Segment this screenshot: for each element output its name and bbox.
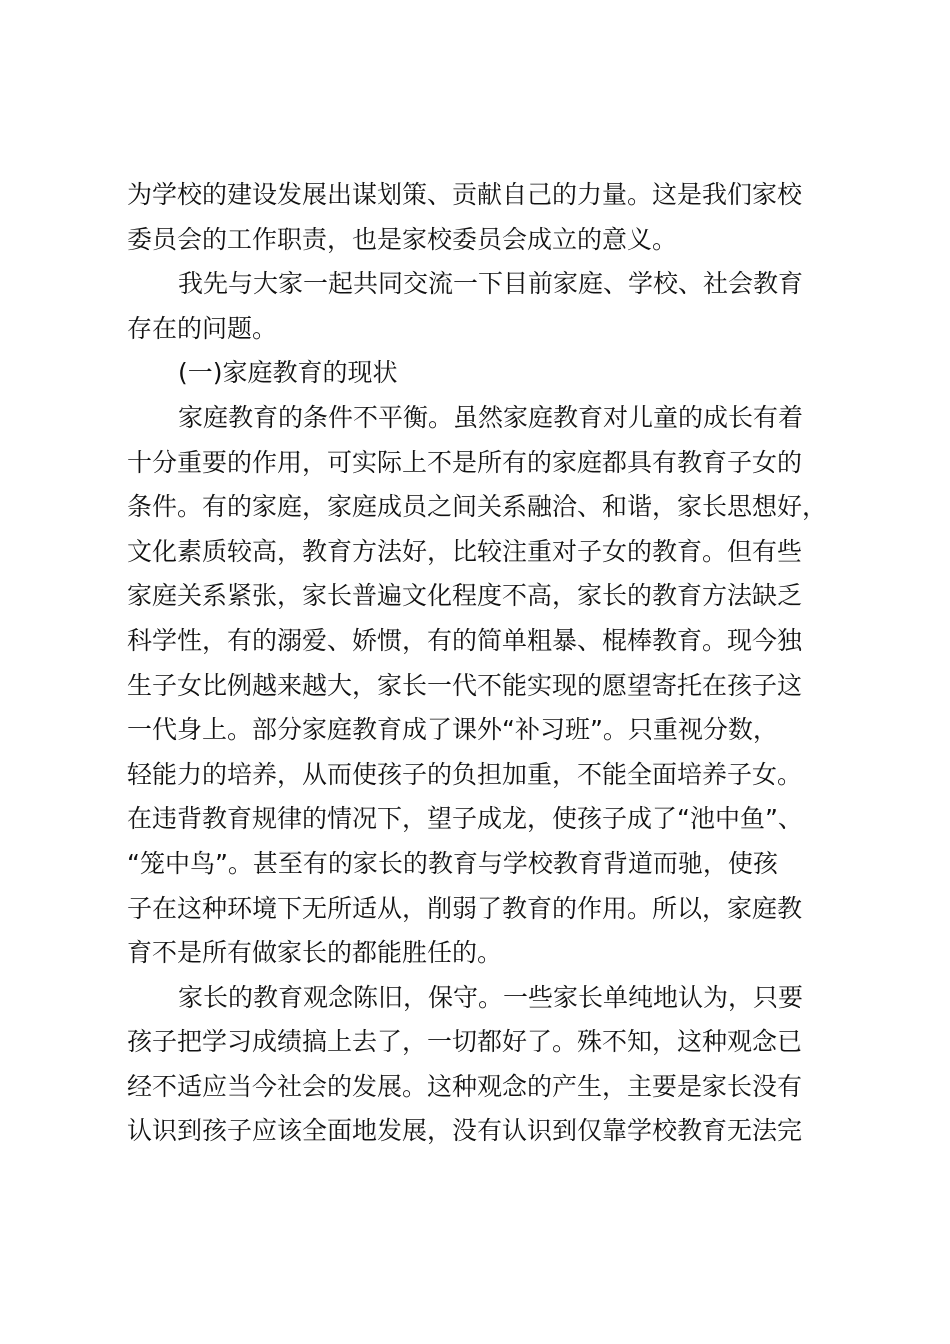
text-line: 孩子把学习成绩搞上去了，一切都好了。殊不知，这种观念已 [127, 1027, 803, 1057]
text-line: 轻能力的培养，从而使孩子的负担加重，不能全面培养子女。 [127, 759, 803, 789]
text-line: 委员会的工作职责，也是家校委员会成立的意义。 [127, 224, 678, 254]
text-line: 生子女比例越来越大，家长一代不能实现的愿望寄托在孩子这 [127, 670, 803, 700]
text-line: 经不适应当今社会的发展。这种观念的产生，主要是家长没有 [127, 1071, 803, 1101]
text-line: 认识到孩子应该全面地发展，没有认识到仅靠学校教育无法完 [127, 1116, 803, 1146]
paragraph-start-line: 我先与大家一起共同交流一下目前家庭、学校、社会教育 [178, 269, 804, 299]
text-line: 十分重要的作用，可实际上不是所有的家庭都具有教育子女的 [127, 447, 803, 477]
body-text [127, 173, 847, 1154]
text-line: 条件。有的家庭，家庭成员之间关系融洽、和谐，家长思想好， [127, 492, 828, 522]
text-line: 为学校的建设发展出谋划策、贡献自己的力量。这是我们家校 [127, 180, 803, 209]
text-line: 子在这种环境下无所适从，削弱了教育的作用。所以，家庭教 [127, 893, 803, 923]
text-line: 科学性，有的溺爱、娇惯，有的简单粗暴、棍棒教育。现今独 [127, 625, 803, 655]
paragraph-start-line: 家庭教育的条件不平衡。虽然家庭教育对儿童的成长有着 [178, 402, 804, 432]
text-line: 文化素质较高，教育方法好，比较注重对子女的教育。但有些 [127, 536, 803, 566]
text-line: 存在的问题。 [127, 313, 278, 343]
section-heading: (一)家庭教育的现状 [178, 358, 398, 388]
text-line: “笼中鸟”。甚至有的家长的教育与学校教育背道而驰，使孩 [127, 848, 778, 878]
paragraph-start-line: 家长的教育观念陈旧，保守。一些家长单纯地认为，只要 [178, 982, 804, 1012]
text-line: 家庭关系紧张，家长普遍文化程度不高，家长的教育方法缺乏 [127, 581, 803, 611]
text-line: 一代身上。部分家庭教育成了课外“补习班”。只重视分数， [127, 715, 778, 745]
text-line: 在违背教育规律的情况下，望子成龙，使孩子成了“池中鱼”、 [127, 804, 803, 834]
text-line: 育不是所有做家长的都能胜任的。 [127, 938, 503, 968]
